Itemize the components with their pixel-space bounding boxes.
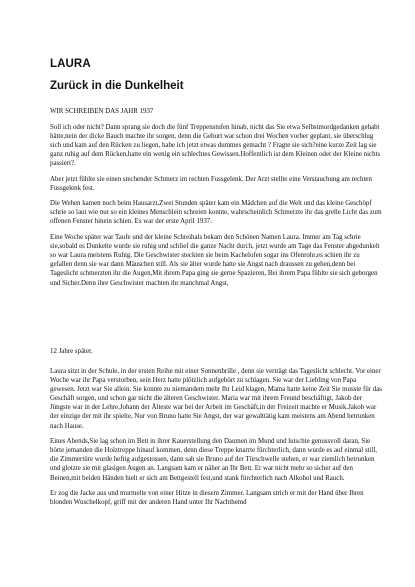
document-title: LAURA bbox=[50, 58, 91, 70]
paragraph-jacket: Er zog die Jacke aus und murmelte von einer Hitze in diesem Zimmer. Langsam strich er mit der Hand über Ihren blonden Wuschelkopf, griff mit der anderen Hand unter Ihr Nachthemd bbox=[50, 490, 364, 507]
paragraph-injury: Aber jetzt fühlte sie einen stechender Schmerz im rechten Fussgelenk. Der Arzt stellte eine Verstauchung am rechten Fussgelenk fest. bbox=[50, 175, 372, 192]
paragraph-labour: Die Wehen kamen noch beim Hausarzt,Zwei Stunden später kam ein Mädchen auf die Welt und das kleine Geschöpf schrie so laut wie nur so ein kleines Menschlein schreien konnte, wahrscheinlich Schmerzte ihr das grelle Licht das zum offenen Fenster hinein schien. Es war der erste April 1937. bbox=[50, 200, 382, 226]
story-part-one bbox=[50, 107, 382, 294]
paragraph-birth-fall: Soll ich oder nicht? Dann sprang sie doch die fünf Treppenstufen hinab, nicht das Sie etwa Selbstmordgedanken gehabt hätte,nein der dicke Bauch machte ihr sorgen, denn die Geburt war schon drei Wochen vorher geplant, sie überschlug sich und kam auf den Rücken zu liegen, habe ich jetzt etwas dummes gemacht ? Fragte sie sich?eine kurze Zeit lag sie ganz ruhig auf dem Rücken,hatte ein wenig ein schlechtes Gewissen.Hoffentlich ist dem Kleinen oder der Kleine nichts passiert?. bbox=[50, 123, 381, 167]
story-part-two bbox=[50, 367, 382, 514]
document-subtitle: Zurück in die Dunkelheit bbox=[50, 80, 184, 92]
paragraph-year: WIR SCHREIBEN DAS JAHR 1937 bbox=[50, 108, 154, 115]
time-skip-heading: 12 Jahre später. bbox=[50, 348, 93, 355]
paragraph-evening: Eines Abends,Sie lag schon im Bett in ihrer Kauerstellung den Daumen im Mund und lutschte genussvoll daran, Sie hörte jemanden die Holztreppe hinauf kommen, denn diese Treppe knarrte fürchterlich, dann wurde es auf einmal still, die Zimmertüre wurde heftig aufgestossen, dann sah sie Bruno auf der Türschwelle stehen, er war ziemlich betrunken und glotzte sie mit glasigen Augen an. Langsam kam er näher an Ihr Bett. Er war nicht mehr so sicher auf den Beinen,mit beiden Händen hielt er sich am Bettgestell fest,und stank fürchterlich nach Alkohol und Rauch. bbox=[50, 438, 378, 482]
paragraph-school: Laura sitzt in der Schule, in der ersten Reihe mit einer Sonnenbrille , denn sie verträgt das Tageslicht schlecht. Vor einer Woche war ihr Papa verstorben, sein Herz hatte plötzlich aufgehört zu schlagen. Sie war der Liebling von Papa gewesen. Jetzt war Sie allein. Sie konnte zu niemandem mehr Ihr Leid klagen, Mama hatte keine Zeit Sie musste für das Geschäft sorgen, und schon gar nicht die älteren Geschwister. Maria war mit ihrem Freund beschäftigt, Jakob der Jüngste war in der Lehre,Johann der Älteste war bei der Arbeit im Geschäft,in der Freizeit machte er Musik.Jakob war der einzige der mit ihr spielte, Nur von Bruno hatte Sie Angst, der war gewalttätig kam meistens am Abend betrunken nach Hause. bbox=[50, 368, 382, 430]
paragraph-baptism: Eine Woche später war Taufe und der kleine Schreihals bekam den Schönen Namen Laura. Immer am Tag schrie sie,sobald es Dunkelte wurde sie ruhig und schlief die ganze Nacht durch, jetzt wurde am Tage das Fenster abgedunkelt so war Laura meistens Ruhig. Die Geschwister steckten sie beim Kachelofen sogar ins Ofenrohr,es schien ihr zu gefallen denn sie war dann Mäuschen still. Als sie älter wurde hatte sie Angst nach draussen zu gehen,denn bei Tageslicht schmerzten ihr die Augen,Mit ihrem Papa ging sie gerne Spazieren, Bei ihrem Papa fühlte sie sich geborgen und Sicher.Denn ihre Geschwister machten ihr manchmal Angst, bbox=[50, 234, 380, 287]
